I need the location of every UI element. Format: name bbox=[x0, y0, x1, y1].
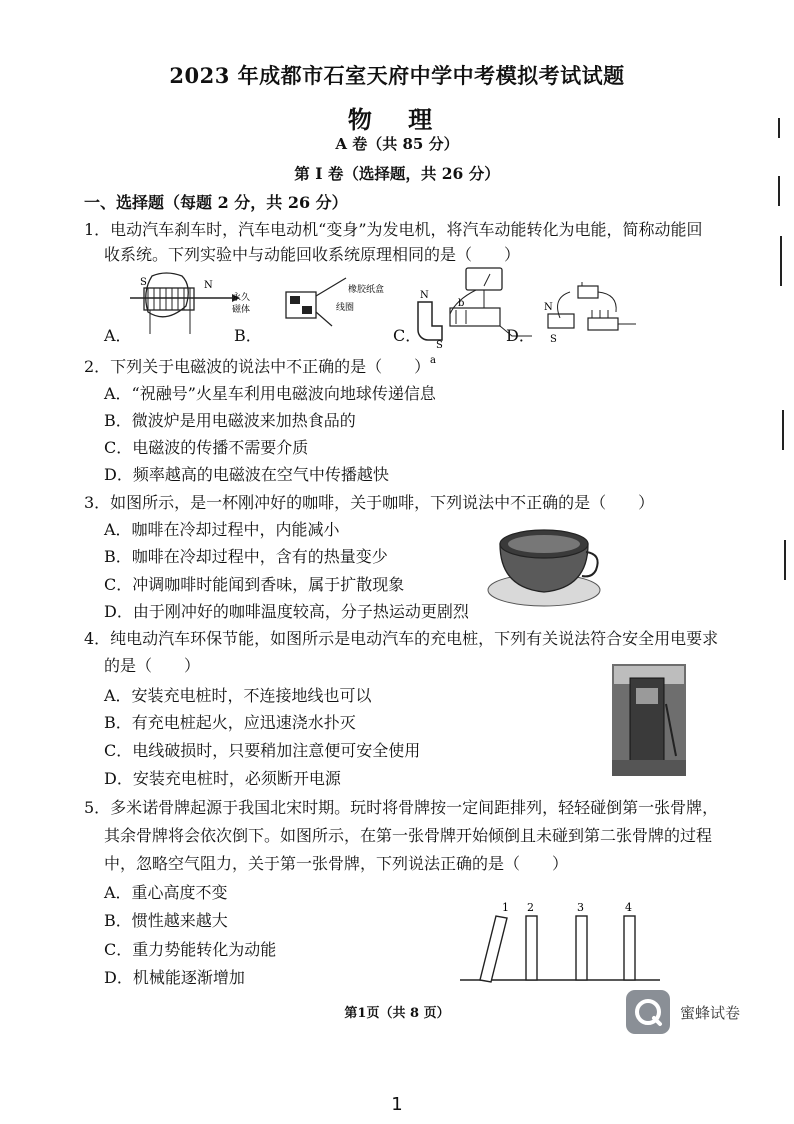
q2-option-c: C．电磁波的传播不需要介质 bbox=[104, 438, 309, 457]
q1-fig-b-label-paperbox: 橡胶纸盒 bbox=[348, 285, 385, 295]
q1-option-c: C． bbox=[393, 326, 422, 345]
domino-label-2: 2 bbox=[527, 901, 534, 914]
q1-figure-b bbox=[232, 278, 384, 326]
q2-stem: 2．下列关于电磁波的说法中不正确的是（ ） bbox=[84, 357, 431, 376]
q1-fig-c-label-a: a bbox=[430, 355, 436, 366]
q4-stem-line2: 的是（ ） bbox=[104, 656, 201, 675]
q4-charging-pile-figure bbox=[612, 664, 686, 776]
q1-fig-a-label-n: N bbox=[204, 280, 213, 291]
q1-fig-d-label-n: N bbox=[544, 302, 553, 313]
scan-mark bbox=[778, 176, 780, 206]
q3-stem: 3．如图所示，是一杯刚冲好的咖啡，关于咖啡，下列说法中不正确的是（ ） bbox=[84, 493, 655, 512]
q3-option-d: D．由于刚冲好的咖啡温度较高，分子热运动更剧烈 bbox=[104, 602, 469, 621]
q3-option-a: A．咖啡在冷却过程中，内能减小 bbox=[104, 520, 340, 539]
q5-domino-figure bbox=[460, 898, 660, 984]
brand-name: 蜜蜂试卷 bbox=[680, 1004, 741, 1022]
paper-section-heading: A 卷（共 85 分） bbox=[335, 135, 459, 153]
q1-figure-c bbox=[418, 268, 532, 366]
part-heading: 第 I 卷（选择题，共 26 分） bbox=[294, 164, 500, 183]
section-heading: 一、选择题（每题 2 分，共 26 分） bbox=[84, 193, 348, 212]
scan-mark bbox=[780, 236, 782, 286]
domino-3 bbox=[576, 916, 587, 980]
domino-label-4: 4 bbox=[625, 901, 632, 914]
q1-stem-line2: 收系统。下列实验中与动能回收系统原理相同的是（ ） bbox=[104, 245, 521, 264]
domino-label-3: 3 bbox=[577, 901, 584, 914]
scan-mark bbox=[782, 410, 784, 450]
q1-fig-c-label-s: S bbox=[436, 340, 443, 351]
q1-figure-a bbox=[130, 273, 240, 334]
domino-2 bbox=[526, 916, 537, 980]
scan-mark bbox=[778, 118, 780, 138]
q4-option-a: A．安装充电桩时，不连接地线也可以 bbox=[104, 686, 372, 705]
q1-option-b: B． bbox=[234, 326, 262, 345]
q5-option-c: C．重力势能转化为动能 bbox=[104, 940, 277, 959]
q5-option-d: D．机械能逐渐增加 bbox=[104, 968, 245, 987]
q2-option-b: B．微波炉是用电磁波来加热食品的 bbox=[104, 411, 356, 430]
q5-option-a: A．重心高度不变 bbox=[104, 883, 228, 902]
page-number: 1 bbox=[391, 1094, 403, 1115]
q1-fig-b-label-permanent: 永久 bbox=[232, 293, 251, 303]
q3-option-b: B．咖啡在冷却过程中，含有的热量变少 bbox=[104, 547, 388, 566]
q1-fig-a-label-s: S bbox=[140, 277, 147, 288]
q1-figures bbox=[100, 268, 640, 366]
exam-title: 2023 年成都市石室天府中学中考模拟考试试题 bbox=[169, 63, 625, 88]
q1-fig-b-label-magnet: 磁体 bbox=[232, 305, 251, 315]
q1-fig-c-label-b: b bbox=[458, 298, 465, 309]
q5-option-b: B．惯性越来越大 bbox=[104, 911, 228, 930]
domino-1 bbox=[480, 916, 507, 982]
q1-fig-d-label-s: S bbox=[550, 334, 557, 345]
q1-stem-line1: 1．电动汽车刹车时，汽车电动机“变身”为发电机，将汽车动能转化为电能，简称动能回 bbox=[84, 220, 703, 239]
q1-fig-b-label-coil: 线圈 bbox=[336, 303, 355, 313]
domino-4 bbox=[624, 916, 635, 980]
scan-mark bbox=[784, 540, 786, 580]
q4-option-b: B．有充电桩起火，应迅速浇水扑灭 bbox=[104, 713, 356, 732]
q2-option-a: A．“祝融号”火星车利用电磁波向地球传递信息 bbox=[104, 384, 436, 403]
q2-option-d: D．频率越高的电磁波在空气中传播越快 bbox=[104, 465, 389, 484]
q1-figure-d bbox=[544, 282, 636, 345]
q3-option-c: C．冲调咖啡时能闻到香味，属于扩散现象 bbox=[104, 575, 405, 594]
q1-option-a: A． bbox=[104, 326, 132, 345]
q5-stem-line2: 其余骨牌将会依次倒下。如图所示，在第一张骨牌开始倾倒且未碰到第二张骨牌的过程 bbox=[104, 826, 713, 845]
q3-coffee-cup-figure bbox=[486, 518, 602, 608]
q4-option-c: C．电线破损时，只要稍加注意便可安全使用 bbox=[104, 741, 421, 760]
q1-fig-c-label-n: N bbox=[420, 290, 429, 301]
q4-stem-line1: 4．纯电动汽车环保节能，如图所示是电动汽车的充电桩，下列有关说法符合安全用电要求 bbox=[84, 629, 719, 648]
page-footer: 第1页（共 8 页） bbox=[344, 1006, 450, 1021]
domino-label-1: 1 bbox=[502, 901, 509, 914]
q4-option-d: D．安装充电桩时，必须断开电源 bbox=[104, 769, 341, 788]
subject-title: 物 理 bbox=[347, 105, 447, 134]
q5-stem-line1: 5．多米诺骨牌起源于我国北宋时期。玩时将骨牌按一定间距排列，轻轻碰倒第一张骨牌， bbox=[84, 798, 719, 817]
q1-option-d: D． bbox=[506, 326, 535, 345]
q5-stem-line3: 中，忽略空气阻力，关于第一张骨牌，下列说法正确的是（ ） bbox=[104, 854, 569, 873]
brand-logo-icon bbox=[626, 990, 670, 1034]
